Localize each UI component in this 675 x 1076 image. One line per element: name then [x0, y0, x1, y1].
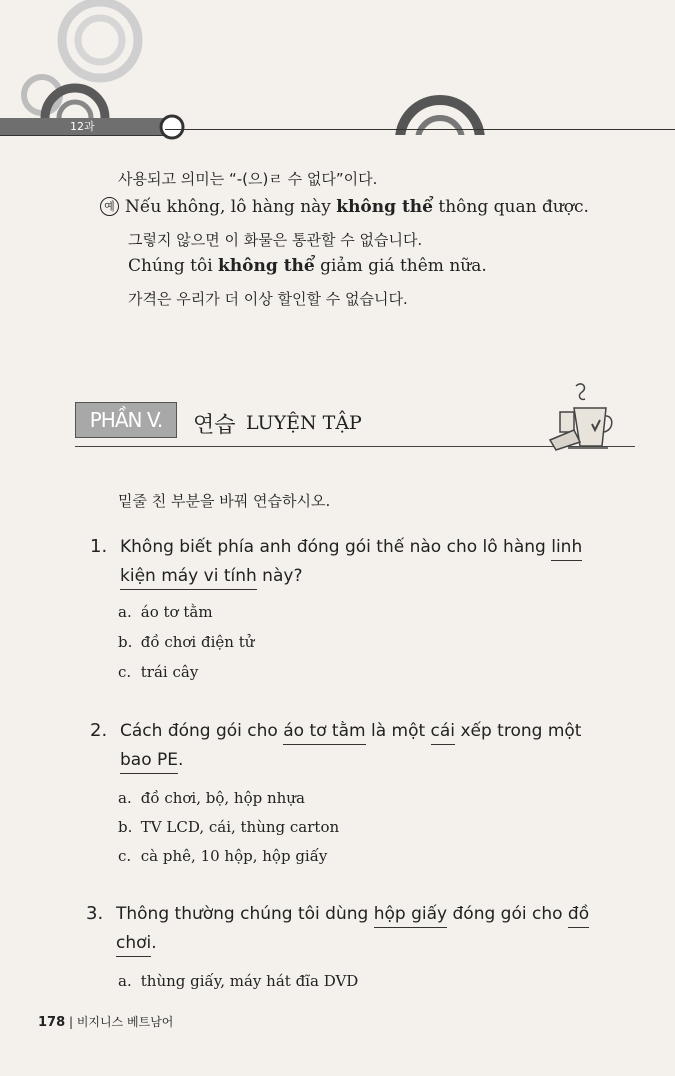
- question-1-blank-b: kiện máy vi tính: [120, 566, 257, 590]
- option-key: b.: [118, 633, 133, 651]
- example-2-keyword: không thể: [218, 256, 315, 276]
- section-title-kr: 연습: [193, 413, 236, 438]
- book-title: 비지니스 베트남어: [76, 1015, 174, 1029]
- example-1-kr: 그렇지 않으면 이 화물은 통관할 수 없습니다.: [128, 231, 423, 249]
- question-2-option-b: [118, 818, 339, 836]
- question-1-text-b: này?: [256, 566, 303, 586]
- question-1-blank-a: linh: [551, 537, 582, 561]
- question-2-text-c: xếp trong một: [455, 721, 582, 741]
- option-text: áo tơ tằm: [140, 603, 213, 621]
- question-2-blank-b: cái: [431, 721, 456, 745]
- section-part-label: PHẦN V.: [75, 402, 177, 438]
- option-key: a.: [118, 789, 132, 807]
- question-2-option-a: [118, 789, 305, 807]
- coffee-cup-icon: [540, 378, 620, 458]
- question-3-blank-a: hộp giấy: [374, 904, 447, 928]
- page-number: 178: [38, 1015, 66, 1030]
- question-2-blank-c: bao PE: [120, 750, 178, 774]
- example-2-kr: 가격은 우리가 더 이상 할인할 수 없습니다.: [128, 290, 408, 308]
- example-1-text-b: thông quan được.: [432, 197, 589, 217]
- question-3-text-b: đóng gói cho: [447, 904, 568, 924]
- question-1-option-a: [118, 603, 213, 621]
- question-3-text-a: Thông thường chúng tôi dùng: [116, 904, 374, 924]
- option-key: b.: [118, 818, 133, 836]
- option-key: a.: [118, 603, 132, 621]
- section-title-vn: LUYỆN TẬP: [246, 412, 362, 434]
- example-1-keyword: không thể: [336, 197, 433, 217]
- question-1-number: 1.: [90, 536, 108, 557]
- question-3-blank-b: đồ: [568, 904, 589, 928]
- question-2-line-2: [120, 750, 183, 770]
- header-decoration: [0, 0, 675, 135]
- example-2-vn: [128, 256, 487, 276]
- question-1-line-2: [120, 566, 302, 586]
- question-3-number: 3.: [86, 903, 104, 924]
- question-2-number: 2.: [90, 720, 108, 741]
- question-2-text-a: Cách đóng gói cho: [120, 721, 284, 741]
- option-key: c.: [118, 663, 132, 681]
- option-text: thùng giấy, máy hát đĩa DVD: [140, 972, 359, 990]
- question-3-option-a: [118, 972, 358, 990]
- option-text: trái cây: [140, 663, 199, 681]
- example-1-vn: [100, 197, 589, 217]
- question-1-line-1: [90, 536, 582, 557]
- question-2-text-d: .: [178, 750, 184, 770]
- question-1-option-c: [118, 663, 198, 681]
- example-2-text-b: giảm giá thêm nữa.: [314, 256, 487, 276]
- question-2-text-b: là một: [365, 721, 431, 741]
- grammar-intro: 사용되고 의미는 “-(으)ㄹ 수 없다”이다.: [118, 170, 378, 188]
- question-2-option-c: [118, 847, 327, 865]
- question-2-blank-a: áo tơ tằm: [283, 721, 365, 745]
- option-text: TV LCD, cái, thùng carton: [140, 818, 340, 836]
- exercise-instruction: 밑줄 친 부분을 바꿔 연습하시오.: [118, 492, 331, 510]
- question-3-line-2: [116, 933, 157, 953]
- question-3-text-c: .: [151, 933, 157, 953]
- question-2-line-1: [90, 720, 581, 741]
- question-3-blank-c: chơi: [116, 933, 151, 957]
- option-key: c.: [118, 847, 132, 865]
- option-key: a.: [118, 972, 132, 990]
- option-text: đồ chơi, bộ, hộp nhựa: [140, 789, 305, 807]
- option-text: cà phê, 10 hộp, hộp giấy: [140, 847, 328, 865]
- question-3-line-1: [86, 903, 589, 924]
- footer-separator: |: [68, 1015, 74, 1029]
- question-1-text-a: Không biết phía anh đóng gói thế nào cho lô hàng: [120, 537, 552, 557]
- example-marker: 예: [100, 197, 119, 216]
- lesson-label: 12과: [70, 120, 95, 133]
- question-1-option-b: [118, 633, 254, 651]
- page-footer: [38, 1013, 173, 1030]
- option-text: đồ chơi điện tử: [140, 633, 255, 651]
- example-1-text-a: Nếu không, lô hàng này: [125, 197, 337, 217]
- example-2-text-a: Chúng tôi: [128, 256, 219, 276]
- lesson-tab-knob: [158, 113, 186, 141]
- header-rule: [165, 129, 675, 130]
